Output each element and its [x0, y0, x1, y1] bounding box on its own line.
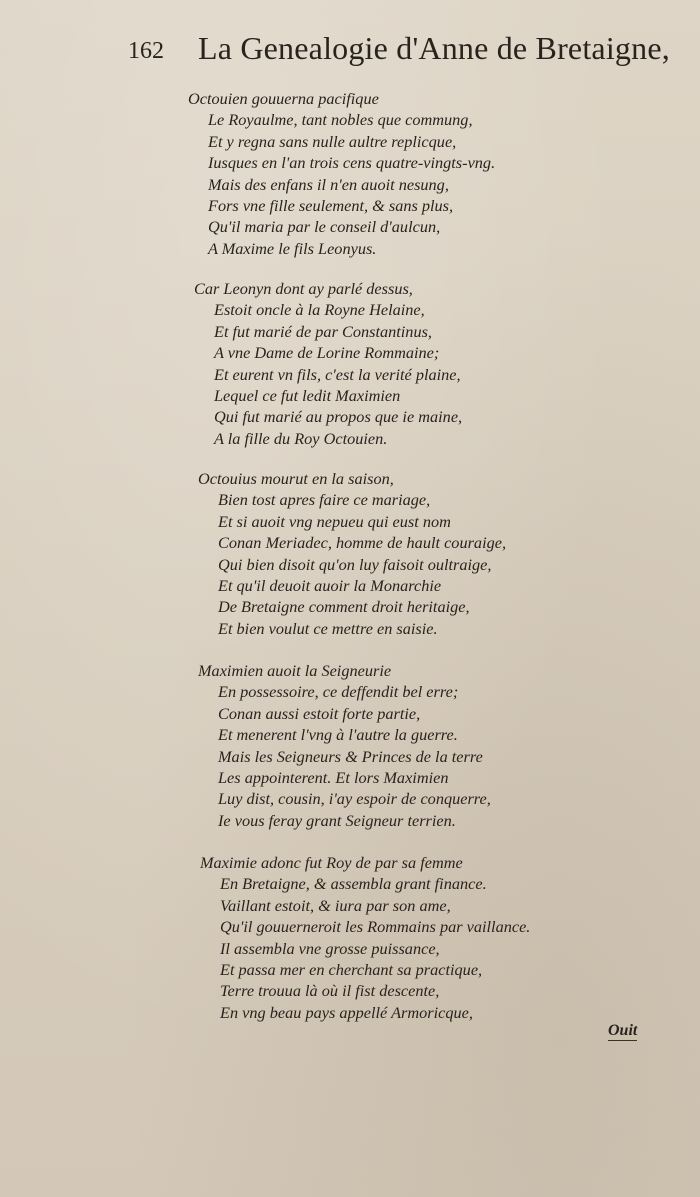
verse-line: A vne Dame de Lorine Rommaine;	[214, 343, 440, 363]
stanza-5	[200, 852, 530, 1023]
verse-line: Qu'il gouuerneroit les Rommains par vaillance.	[220, 917, 531, 937]
verse-line: En Bretaigne, & assembla grant finance.	[220, 874, 487, 894]
verse-line: De Bretaigne comment droit heritaige,	[218, 597, 470, 617]
verse-line: Vaillant estoit, & iura par son ame,	[220, 895, 451, 915]
stanza-4	[198, 660, 491, 831]
stanza-1	[188, 88, 495, 259]
verse-line: Mais les Seigneurs & Princes de la terre	[218, 746, 483, 766]
stanza-3	[198, 468, 506, 639]
catchword: Ouit	[608, 1022, 638, 1039]
verse-line: Le Royaulme, tant nobles que commung,	[208, 110, 473, 130]
verse-line: Maximien auoit la Seigneurie	[198, 661, 392, 680]
verse-line: Iusques en l'an trois cens quatre-vingts-vng.	[208, 153, 496, 173]
verse-line: En possessoire, ce deffendit bel erre;	[218, 682, 459, 702]
verse-line: Lequel ce fut ledit Maximien	[214, 386, 401, 406]
verse-line: Mais des enfans il n'en auoit nesung,	[208, 174, 449, 194]
stanza-2	[194, 278, 462, 449]
verse-line: Qui fut marié au propos que ie maine,	[214, 407, 463, 427]
verse-line: Et si auoit vng nepueu qui eust nom	[218, 511, 451, 531]
verse-line: Et qu'il deuoit auoir la Monarchie	[218, 576, 442, 596]
verse-line: A la fille du Roy Octouien.	[214, 428, 388, 448]
verse-line: Conan aussi estoit forte partie,	[218, 703, 421, 723]
verse-line: Maximie adonc fut Roy de par sa femme	[200, 853, 463, 872]
verse-line: Car Leonyn dont ay parlé dessus,	[194, 279, 413, 298]
verse-line: Bien tost apres faire ce mariage,	[218, 490, 431, 510]
verse-line: Ie vous feray grant Seigneur terrien.	[218, 810, 456, 830]
verse-line: Et fut marié de par Constantinus,	[214, 321, 432, 341]
verse-line: Octouius mourut en la saison,	[198, 469, 394, 488]
verse-line: Octouien gouuerna pacifique	[188, 89, 379, 108]
verse-line: Qu'il maria par le conseil d'aulcun,	[208, 217, 441, 237]
verse-line: Et y regna sans nulle aultre replicque,	[208, 131, 457, 151]
verse-line: Conan Meriadec, homme de hault couraige,	[218, 533, 507, 553]
verse-line: A Maxime le fils Leonyus.	[208, 238, 377, 258]
running-title: La Genealogie d'Anne de Bretaigne,	[198, 30, 670, 66]
verse-line: Et bien voulut ce mettre en saisie.	[218, 618, 438, 638]
verse-line: Estoit oncle à la Royne Helaine,	[214, 300, 425, 320]
verse-line: Qui bien disoit qu'on luy faisoit oultraige,	[218, 554, 492, 574]
verse-line: Terre trouua là où il fist descente,	[220, 981, 440, 1001]
verse-line: Luy dist, cousin, i'ay espoir de conquerre,	[218, 789, 491, 809]
verse-line: Fors vne fille seulement, & sans plus,	[208, 196, 454, 216]
verse-line: Les appointerent. Et lors Maximien	[218, 768, 449, 788]
verse-line: Il assembla vne grosse puissance,	[220, 938, 440, 958]
verse-line: Et menerent l'vng à l'autre la guerre.	[218, 725, 458, 745]
verse-line: En vng beau pays appellé Armoricque,	[220, 1002, 473, 1022]
verse-line: Et eurent vn fils, c'est la verité plaine,	[214, 364, 461, 384]
page-number: 162	[128, 38, 164, 64]
verse-line: Et passa mer en cherchant sa practique,	[220, 960, 483, 980]
